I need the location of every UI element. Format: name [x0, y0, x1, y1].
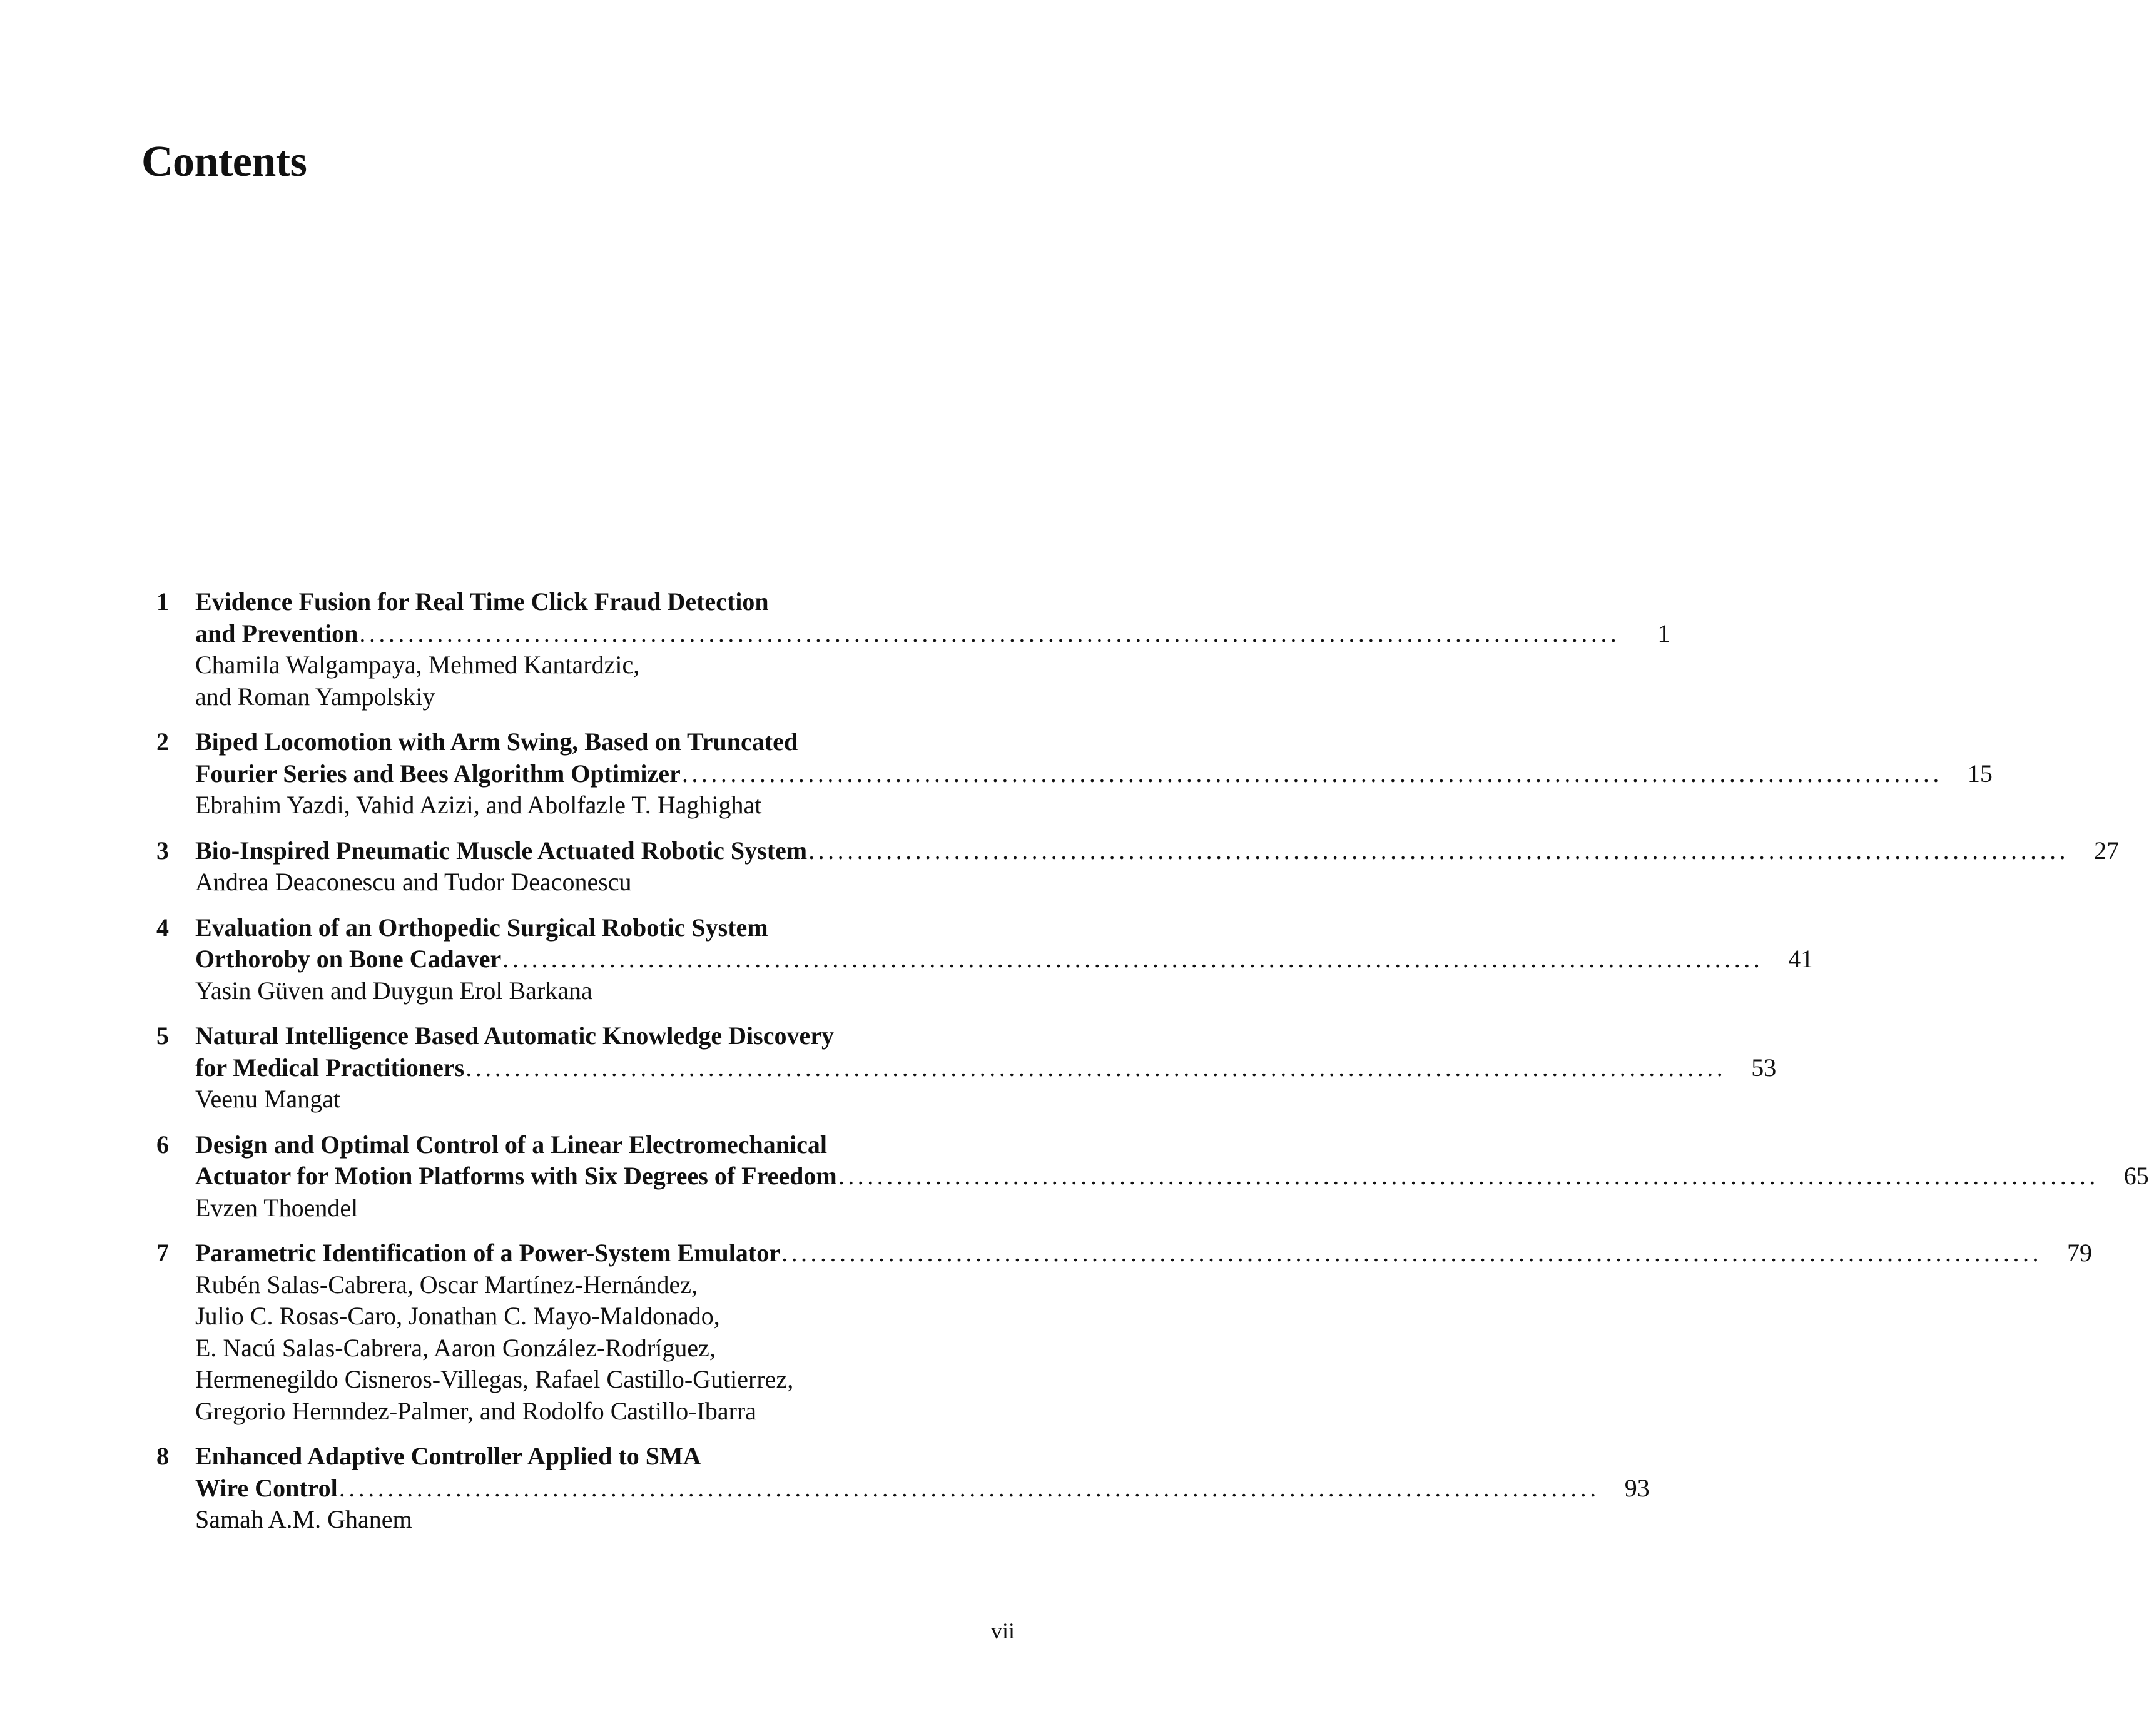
- author-line: Gregorio Hernndez-Palmer, and Rodolfo Castillo-Ibarra: [195, 1396, 756, 1425]
- toc-entry-body: [195, 912, 1814, 1007]
- page-number[interactable]: 79: [2066, 1239, 2092, 1267]
- toc-entry-8[interactable]: [0, 1441, 1650, 1536]
- chapter-title[interactable]: [195, 1020, 1015, 1052]
- toc-entry-body: [195, 1129, 2149, 1224]
- chapter-authors: [195, 975, 1015, 1007]
- chapter-authors: [195, 789, 1015, 821]
- chapter-title-last-line[interactable]: Actuator for Motion Platforms with Six Degrees of Freedom: [195, 1162, 837, 1190]
- chapter-title-line[interactable]: Evidence Fusion for Real Time Click Fraud Detection: [195, 587, 769, 616]
- chapter-title[interactable]: [195, 586, 1015, 618]
- chapter-title-leader-line[interactable]: [195, 943, 1814, 975]
- toc-entry-body: [195, 726, 1993, 821]
- toc-entry-body: [195, 1237, 2092, 1427]
- page-folio: vii: [990, 1618, 1015, 1643]
- chapter-title-line[interactable]: Biped Locomotion with Arm Swing, Based on Truncated: [195, 728, 798, 756]
- chapter-authors: [195, 1192, 1015, 1224]
- author-line: and Roman Yampolskiy: [195, 682, 435, 711]
- toc-entry-2[interactable]: [0, 726, 1993, 821]
- dot-leader: ..................................................................................................................................: [359, 619, 1620, 647]
- chapter-title-leader-line[interactable]: [195, 758, 1993, 790]
- author-line: E. Nacú Salas-Cabrera, Aaron González-Rodríguez,: [195, 1333, 716, 1362]
- page-number[interactable]: 27: [2094, 836, 2120, 865]
- toc-entry-body: [195, 1020, 1777, 1115]
- toc-entry-body: [195, 1441, 1650, 1536]
- chapter-title-last-line[interactable]: Orthoroby on Bone Cadaver: [195, 945, 502, 973]
- toc-entry-7[interactable]: [0, 1237, 2092, 1427]
- dot-leader: ..................................................................................................................................: [781, 1239, 2042, 1267]
- toc-entry-1[interactable]: [0, 586, 1670, 713]
- author-line: Rubén Salas-Cabrera, Oscar Martínez-Hernández,: [195, 1270, 698, 1299]
- author-line: Ebrahim Yazdi, Vahid Azizi, and Abolfazle T. Haghighat: [195, 791, 762, 819]
- chapter-title-last-line[interactable]: Bio-Inspired Pneumatic Muscle Actuated Robotic System: [195, 836, 808, 865]
- page-number[interactable]: 53: [1751, 1053, 1777, 1082]
- author-line: Yasin Güven and Duygun Erol Barkana: [195, 976, 592, 1005]
- chapter-title[interactable]: [195, 1441, 1015, 1473]
- dot-leader: ..................................................................................................................................: [465, 1053, 1727, 1082]
- author-line: Chamila Walgampaya, Mehmed Kantardzic,: [195, 651, 640, 679]
- chapter-number: 4: [156, 913, 169, 942]
- dot-leader: ..................................................................................................................................: [808, 836, 2070, 865]
- chapter-title-line[interactable]: Natural Intelligence Based Automatic Knowledge Discovery: [195, 1022, 834, 1050]
- page-number[interactable]: 65: [2123, 1162, 2149, 1190]
- chapter-title-leader-line[interactable]: [195, 835, 2120, 867]
- dot-leader: ..................................................................................................................................: [838, 1162, 2099, 1190]
- chapter-title-line[interactable]: Design and Optimal Control of a Linear Electromechanical: [195, 1130, 827, 1159]
- chapter-title-leader-line[interactable]: [195, 618, 1670, 650]
- chapter-title-last-line[interactable]: Wire Control: [195, 1473, 338, 1502]
- author-line: Veenu Mangat: [195, 1085, 341, 1113]
- author-line: Samah A.M. Ghanem: [195, 1505, 412, 1533]
- chapter-number: 3: [156, 836, 169, 865]
- chapter-title-last-line[interactable]: Parametric Identification of a Power-System Emulator: [195, 1239, 780, 1267]
- author-line: Julio C. Rosas-Caro, Jonathan C. Mayo-Maldonado,: [195, 1302, 720, 1330]
- chapter-number: 2: [156, 728, 169, 756]
- toc-entry-body: [195, 586, 1670, 713]
- dot-leader: ..................................................................................................................................: [338, 1473, 1600, 1502]
- page-number[interactable]: 15: [1967, 759, 1993, 788]
- chapter-title[interactable]: [195, 1129, 1015, 1161]
- table-of-contents: [0, 586, 2149, 1550]
- chapter-authors: [195, 649, 1015, 713]
- toc-entry-3[interactable]: [0, 835, 2120, 898]
- chapter-title-leader-line[interactable]: [195, 1052, 1777, 1084]
- page-number[interactable]: 1: [1657, 619, 1670, 647]
- chapter-number: 8: [156, 1442, 169, 1470]
- page-number[interactable]: 41: [1788, 945, 1814, 973]
- chapter-number: 1: [156, 587, 169, 616]
- author-line: Evzen Thoendel: [195, 1193, 358, 1222]
- chapter-title-line[interactable]: Evaluation of an Orthopedic Surgical Robotic System: [195, 913, 768, 942]
- page-title: Contents: [141, 138, 307, 186]
- chapter-authors: [195, 1269, 1015, 1428]
- author-line: Andrea Deaconescu and Tudor Deaconescu: [195, 868, 632, 896]
- toc-entry-body: [195, 835, 2120, 898]
- chapter-title-last-line[interactable]: for Medical Practitioners: [195, 1053, 465, 1082]
- toc-entry-5[interactable]: [0, 1020, 1777, 1115]
- chapter-title-last-line[interactable]: Fourier Series and Bees Algorithm Optimizer: [195, 759, 681, 788]
- page-number[interactable]: 93: [1624, 1473, 1650, 1502]
- chapter-title[interactable]: [195, 912, 1015, 944]
- chapter-title-line[interactable]: Enhanced Adaptive Controller Applied to SMA: [195, 1442, 701, 1470]
- chapter-title-leader-line[interactable]: [195, 1237, 2092, 1269]
- dot-leader: ..................................................................................................................................: [502, 945, 1764, 973]
- toc-entry-4[interactable]: [0, 912, 1814, 1007]
- chapter-title-leader-line[interactable]: [195, 1473, 1650, 1505]
- chapter-number: 7: [156, 1239, 169, 1267]
- chapter-authors: [195, 1084, 1015, 1115]
- author-line: Hermenegildo Cisneros-Villegas, Rafael Castillo-Gutierrez,: [195, 1365, 794, 1393]
- chapter-number: 6: [156, 1130, 169, 1159]
- dot-leader: ..................................................................................................................................: [681, 759, 1943, 788]
- toc-entry-6[interactable]: [0, 1129, 2149, 1224]
- chapter-authors: [195, 1504, 1015, 1536]
- chapter-authors: [195, 866, 1015, 898]
- chapter-title-last-line[interactable]: and Prevention: [195, 619, 358, 647]
- chapter-title-leader-line[interactable]: [195, 1160, 2149, 1192]
- chapter-number: 5: [156, 1022, 169, 1050]
- chapter-title[interactable]: [195, 726, 1015, 758]
